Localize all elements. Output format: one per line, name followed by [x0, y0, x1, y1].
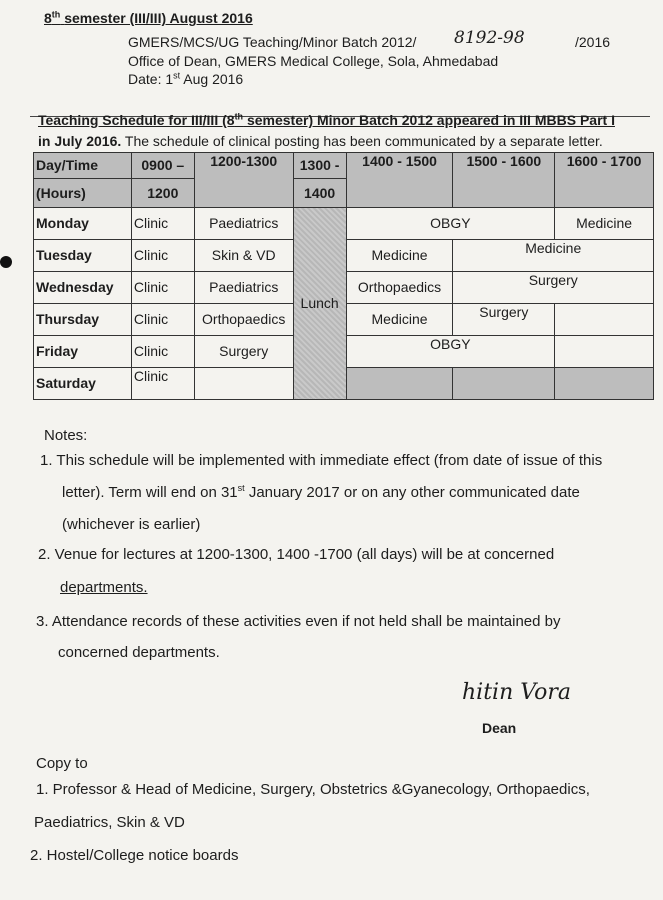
note-1-line-3: (whichever is earlier): [62, 516, 201, 533]
cell-clinic: Clinic: [131, 303, 194, 335]
issue-date: Date: 1st Aug 2016: [128, 70, 244, 87]
note-2-line-1: 2. Venue for lectures at 1200-1300, 1400 -1700 (all days) will be at concerned: [38, 546, 555, 563]
cell-afternoon-span: OBGY: [346, 207, 555, 239]
header-day-time: Day/Time: [34, 153, 132, 179]
note-3-line-1: 3. Attendance records of these activities even if not held shall be maintained by: [36, 613, 561, 630]
cell-empty: [555, 335, 654, 367]
cell-shaded: [453, 367, 555, 399]
cell-empty: [194, 367, 293, 399]
cell-afternoon-1: Medicine: [346, 239, 453, 271]
header-1300: 1300 -: [293, 153, 346, 179]
header-1200: 1200-1300: [194, 153, 293, 208]
cell-afternoon-1: Medicine: [346, 303, 453, 335]
notes-heading: Notes:: [44, 427, 88, 444]
cell-clinic: Clinic: [131, 335, 194, 367]
note-1-line-2: letter). Term will end on 31st January 2017 or on any other communicated date: [62, 483, 580, 501]
header-hours: (Hours): [34, 178, 132, 207]
cell-noon: Skin & VD: [194, 239, 293, 271]
header-1500: 1500 - 1600: [453, 153, 555, 208]
note-2-line-2: departments.: [60, 579, 148, 596]
note-1-line-1: 1. This schedule will be implemented with immediate effect (from date of issue of this: [40, 452, 603, 469]
cell-noon: Paediatrics: [194, 271, 293, 303]
cell-afternoon-2: Medicine: [453, 239, 654, 271]
cell-noon: Orthopaedics: [194, 303, 293, 335]
cell-last-slot: Medicine: [555, 207, 654, 239]
punch-hole-mark: [0, 256, 12, 268]
reference-year: /2016: [575, 34, 611, 50]
copy-recipient-1-cont: Paediatrics, Skin & VD: [34, 814, 185, 831]
copy-recipient-1: 1. Professor & Head of Medicine, Surgery, Obstetrics &Gyanecology, Orthopaedics,: [36, 781, 590, 798]
table-header-row: [34, 153, 654, 179]
schedule-subtitle: in July 2016. The schedule of clinical posting has been communicated by a separate letter.: [38, 133, 603, 149]
cell-afternoon-2: Surgery: [453, 303, 555, 335]
cell-shaded: [346, 367, 453, 399]
header-1400: 1400 - 1500: [346, 153, 453, 208]
dean-label: Dean: [482, 720, 517, 736]
header-1600: 1600 - 1700: [555, 153, 654, 208]
note-3-line-2: concerned departments.: [58, 644, 220, 661]
day-friday: Friday: [34, 335, 132, 367]
cell-afternoon-1: Orthopaedics: [346, 271, 453, 303]
cell-empty: [555, 303, 654, 335]
day-tuesday: Tuesday: [34, 239, 132, 271]
cell-shaded: [555, 367, 654, 399]
day-thursday: Thursday: [34, 303, 132, 335]
document-heading: 8th semester (III/III) August 2016: [44, 9, 253, 26]
copy-to-heading: Copy to: [36, 755, 88, 772]
day-wednesday: Wednesday: [34, 271, 132, 303]
copy-recipient-2: 2. Hostel/College notice boards: [30, 847, 239, 864]
lunch-label: Lunch: [300, 295, 339, 312]
cell-noon: Paediatrics: [194, 207, 293, 239]
cell-clinic: Clinic: [131, 239, 194, 271]
teaching-schedule-table: [33, 152, 654, 400]
header-0900: 0900 –: [131, 153, 194, 179]
dean-signature: hitin Vora: [462, 680, 571, 705]
cell-clinic: Clinic: [131, 207, 194, 239]
handwritten-reference: 8192-98: [454, 28, 525, 48]
header-1300-end: 1400: [293, 178, 346, 207]
cell-afternoon-span: OBGY: [346, 335, 555, 367]
schedule-title: Teaching Schedule for III/III (8th semester) Minor Batch 2012 appeared in III MBBS Part I: [38, 111, 615, 128]
cell-clinic: Clinic: [131, 367, 194, 399]
header-0900-end: 1200: [131, 178, 194, 207]
reference-number: GMERS/MCS/UG Teaching/Minor Batch 2012/: [128, 34, 417, 50]
cell-noon: Surgery: [194, 335, 293, 367]
office-address: Office of Dean, GMERS Medical College, Sola, Ahmedabad: [128, 53, 499, 69]
table-row: [34, 207, 654, 239]
day-saturday: Saturday: [34, 367, 132, 399]
cell-afternoon-2: Surgery: [453, 271, 654, 303]
lunch-cell: [293, 207, 346, 399]
day-monday: Monday: [34, 207, 132, 239]
cell-clinic: Clinic: [131, 271, 194, 303]
